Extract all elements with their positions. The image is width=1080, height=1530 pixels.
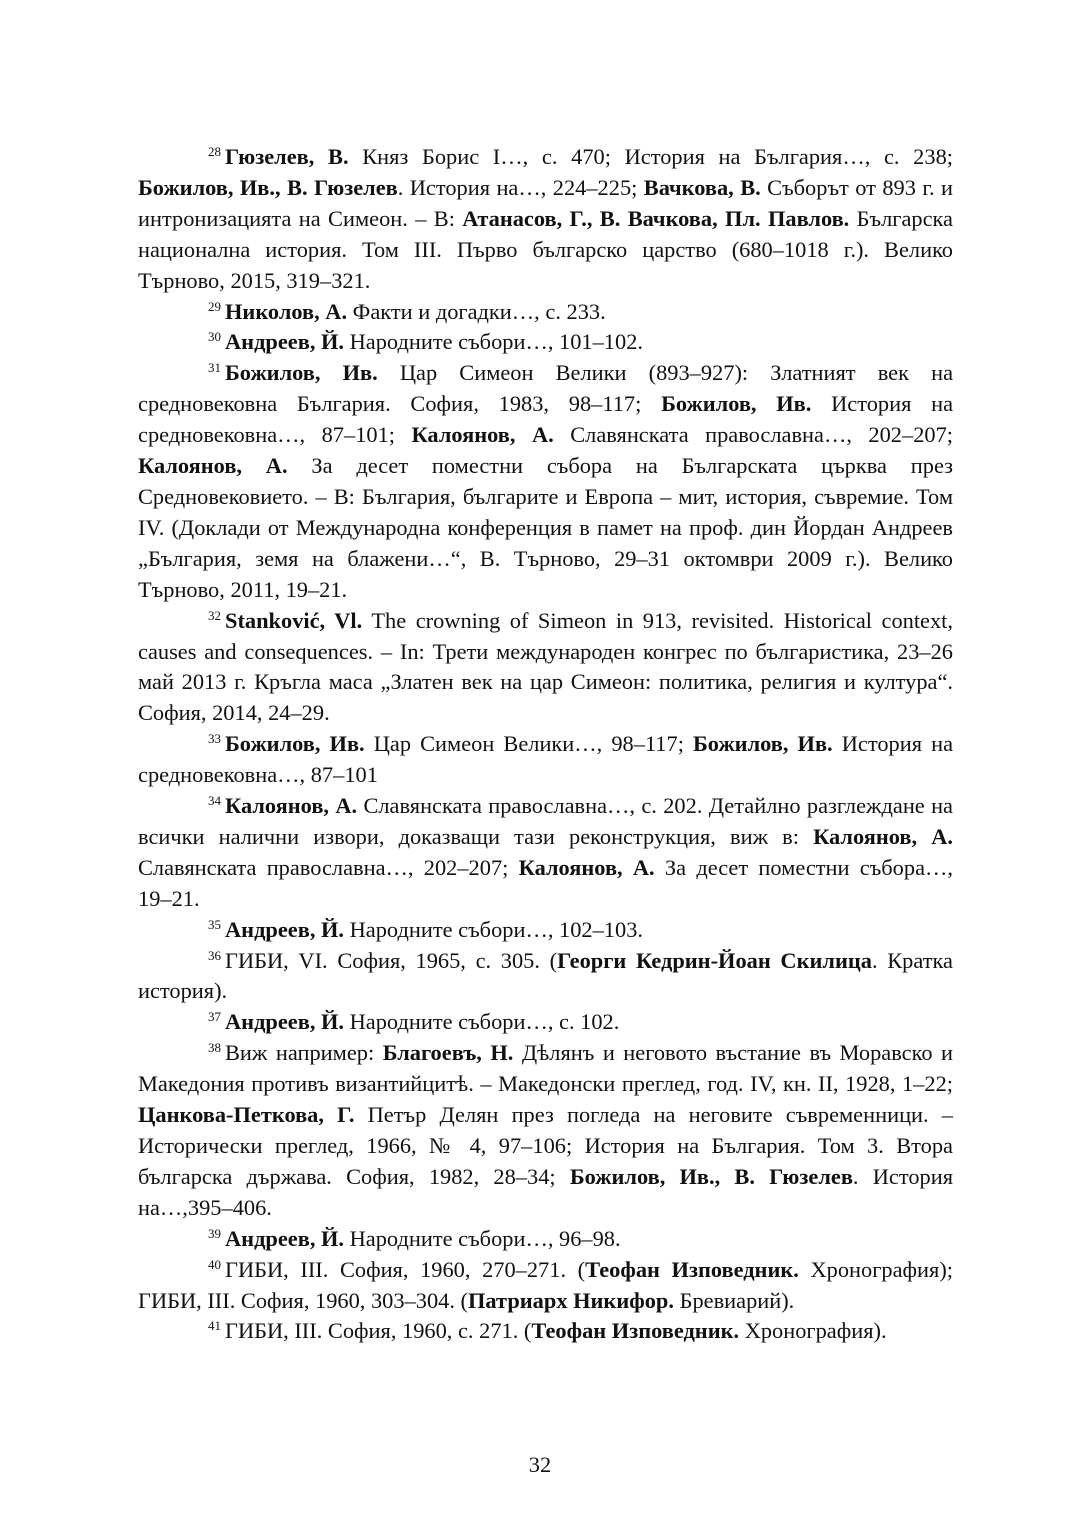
footnote-text: Виж например:	[225, 1040, 383, 1066]
footnote-text: ГИБИ, III. София, 1960, с. 271. (	[225, 1318, 532, 1344]
footnote-text: За десет поместни събора на Българската църква през Средновековието. – В: България, българите и Европа – мит, история, съвремие. Том IV. (Доклади от Международна конференция в памет на проф. дин Йордан Андреев „България, земя на блажени…“, В. Търново, 29–31 октомври 2009 г.). Велико Търново, 2011, 19–21.	[138, 453, 953, 602]
footnote-text: Факти и догадки…, с. 233.	[347, 298, 606, 324]
footnote-number: 41	[208, 1318, 221, 1334]
footnote-text: . Кратка история).	[138, 947, 953, 1004]
footnote-text: Народните събори…, 96–98.	[344, 1225, 621, 1251]
footnote-text: ГИБИ, VI. София, 1965, с. 305. (	[225, 947, 558, 973]
footnote-text: Петър Делян през погледа на неговите съвременници. – Исторически преглед, 1966, № 4, 97–106; История на България. Том 3. Втора българска държава. София, 1982, 28–34;	[138, 1102, 953, 1189]
footnote-text: Народните събори…, 101–102.	[344, 329, 643, 355]
footnote-author: Калоянов, А.	[813, 823, 953, 849]
footnote-text: Народните събори…, с. 102.	[344, 1009, 620, 1035]
footnote	[138, 327, 953, 358]
footnote-number: 39	[208, 1225, 221, 1241]
footnote-author: Николов, А.	[225, 298, 348, 324]
footnote-author: Божилов, Ив.	[225, 731, 365, 757]
footnote-text: За десет поместни събора…, 19–21.	[138, 854, 953, 911]
footnote-number: 33	[208, 731, 221, 747]
footnote-author: Андреев, Й.	[225, 1009, 345, 1035]
footnote-number: 36	[208, 947, 221, 963]
footnote-number: 35	[208, 916, 221, 932]
footnote-text: Славянската православна…, 202–207;	[138, 854, 519, 880]
footnote-text: История на средновековна…, 87–101	[138, 731, 954, 788]
footnote-text: Хронография).	[739, 1318, 887, 1344]
footnote-text: Бревиарий).	[673, 1287, 795, 1313]
footnote-author: Андреев, Й.	[225, 329, 345, 355]
footnote-number: 28	[208, 144, 221, 159]
footnote-author: Андреев, Й.	[225, 916, 345, 942]
footnote-text: Славянската православна…, 202–207;	[553, 422, 953, 448]
footnote-author: Патриарх Никифор.	[468, 1287, 674, 1313]
footnote-number: 37	[208, 1009, 221, 1025]
footnote-author: Калоянов, А.	[225, 793, 358, 819]
footnote-text: Българска национална история. Том III. Първо българско царство (680–1018 г.). Велико Търново, 2015, 319–321.	[138, 205, 953, 293]
footnote-author: Гюзелев, В.	[225, 144, 349, 169]
footnote-author: Божилов, Ив., В. Гюзелев	[569, 1163, 853, 1189]
footnote-author: Stanković, Vl.	[225, 607, 363, 633]
footnote-author: Божилов, Ив.	[661, 391, 812, 417]
footnote	[138, 1224, 953, 1255]
footnote-text: The crowning of Simeon in 913, revisited. Historical context, causes and consequences. – In: Трети международен конгрес по българистика, 23–26 май 2013 г. Кръгла маса „Златен век на цар Симеон: политика, религия и култура“. София, 2014, 24–29.	[138, 607, 954, 726]
footnote	[138, 1316, 953, 1347]
footnote-number: 38	[208, 1040, 221, 1056]
footnote-author: Цанкова-Петкова, Г.	[138, 1102, 355, 1128]
footnote-text: Дѣлянъ и неговото въстание въ Моравско и Македония противъ византийцитѣ. – Македонски преглед, год. IV, кн. II, 1928, 1–22;	[138, 1040, 953, 1097]
footnote-author: Благоевъ, Н.	[382, 1040, 514, 1066]
footnote	[138, 1255, 953, 1317]
footnote-text: Съборът от 893 г. и интронизацията на Симеон. – В:	[138, 174, 953, 231]
footnote-number: 40	[208, 1256, 221, 1272]
footnote-author: Калоянов, А.	[518, 854, 655, 880]
footnote	[138, 297, 953, 328]
footnote-author: Калоянов, А.	[411, 422, 554, 448]
footnote	[138, 946, 953, 1008]
footnote-text: ГИБИ, III. София, 1960, 270–271. (	[225, 1256, 586, 1282]
footnote-author: Теофан Изповедник.	[531, 1318, 740, 1344]
footnote-text: Народните събори…, 102–103.	[344, 916, 643, 942]
footnote-author: Калоянов, А.	[138, 453, 288, 479]
footnote-number: 32	[208, 607, 221, 623]
footnote-text: История на средновековна…, 87–101;	[138, 391, 954, 448]
footnote-author: Божилов, Ив.	[693, 731, 833, 757]
footnote-text: Цар Симеон Велики (893–927): Златният век на средновековна България. София, 1983, 98–117;	[138, 360, 954, 417]
footnote-author: Теофан Изповедник.	[585, 1256, 799, 1282]
footnote	[138, 358, 953, 605]
footnote	[138, 1038, 953, 1223]
footnote-text: . История на…, 224–225;	[397, 174, 644, 200]
footnote	[138, 915, 953, 946]
footnote	[138, 606, 953, 730]
footnote	[138, 729, 953, 791]
footnote	[138, 142, 953, 297]
footnote-author: Георги Кедрин-Йоан Скилица	[557, 947, 872, 973]
footnote-text: Княз Борис I…, с. 470; История на България…, с. 238;	[348, 144, 953, 169]
footnote-author: Атанасов, Г., В. Вачкова, Пл. Павлов.	[462, 205, 850, 231]
footnote-text: Цар Симеон Велики…, 98–117;	[364, 731, 693, 757]
footnote	[138, 791, 953, 915]
footnote-number: 31	[208, 360, 221, 376]
footnote-number: 30	[208, 329, 221, 345]
footnote-text: . История на…,395–406.	[138, 1163, 953, 1220]
page-number: 32	[528, 1452, 552, 1477]
footnote-text: Хронография); ГИБИ, III. София, 1960, 303–304. (	[138, 1256, 953, 1313]
footnote-author: Андреев, Й.	[225, 1225, 345, 1251]
footnote	[138, 1007, 953, 1038]
footnote-number: 29	[208, 298, 221, 314]
footnotes-list	[138, 142, 953, 1347]
footnote-text: Славянската православна…, с. 202. Детайлно разглеждане на всички налични извори, доказващи тази реконструкция, виж в:	[138, 793, 953, 849]
footnote-author: Божилов, Ив.	[225, 360, 378, 386]
footnote-author: Вачкова, В.	[643, 174, 761, 200]
footnote-number: 34	[208, 793, 221, 809]
footnote-author: Божилов, Ив., В. Гюзелев	[138, 174, 398, 200]
